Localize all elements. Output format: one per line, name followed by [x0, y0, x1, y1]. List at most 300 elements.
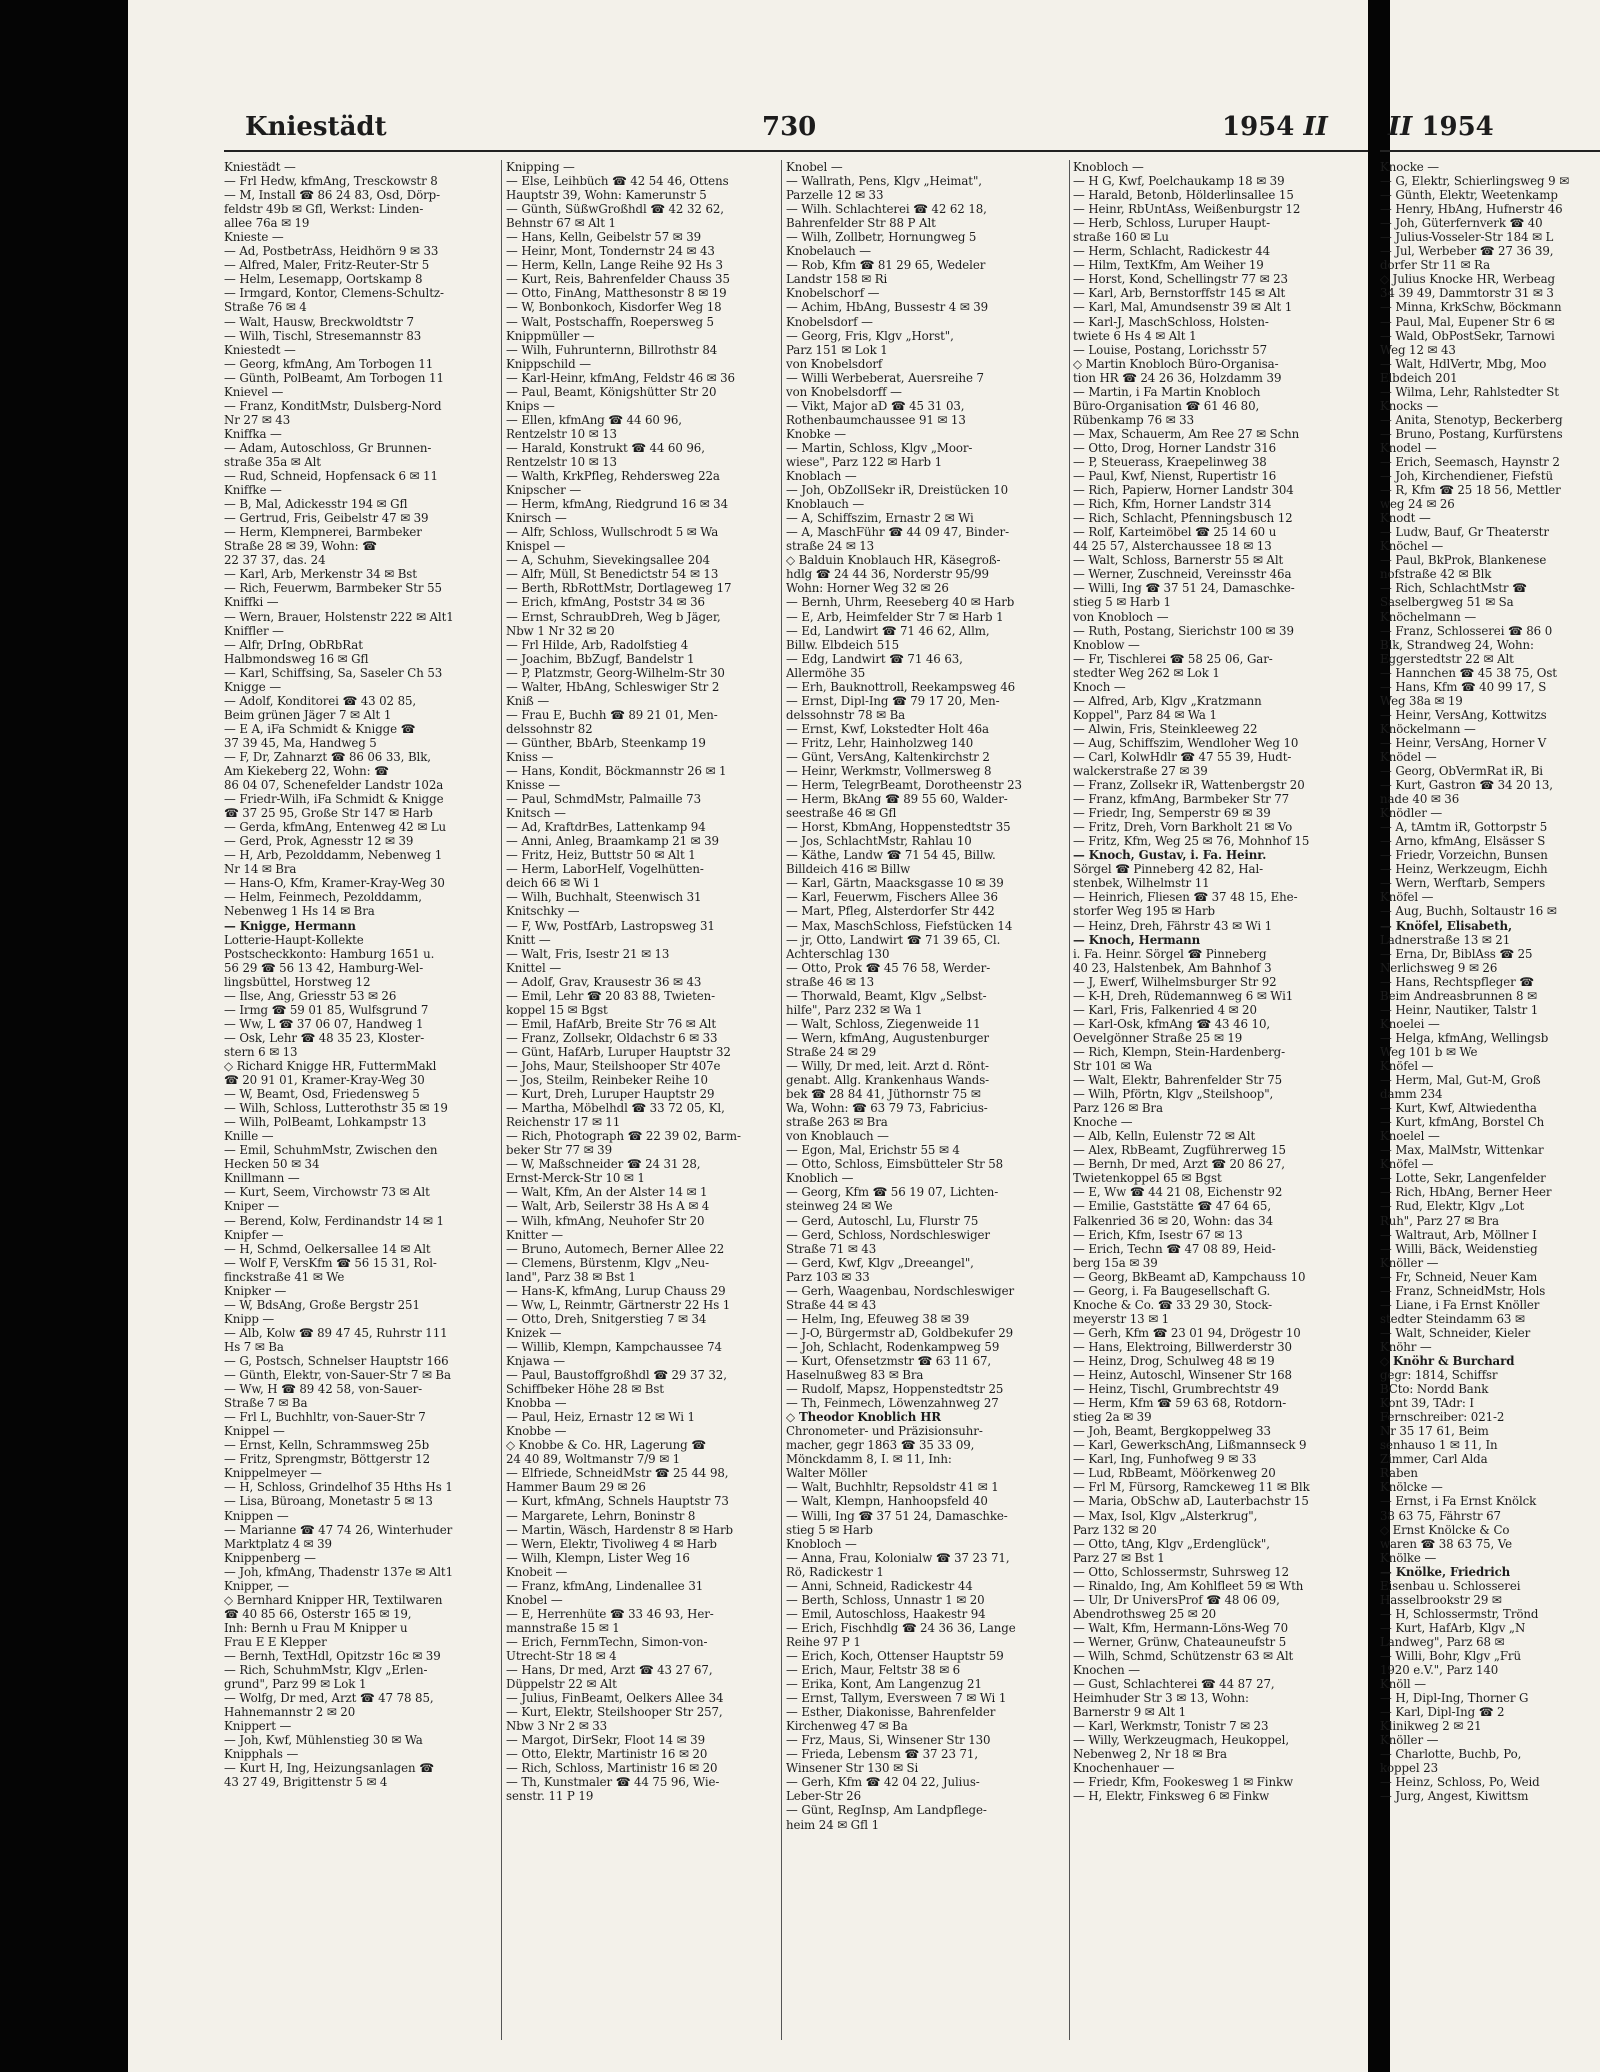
directory-line: Zimmer, Carl Alda: [1380, 1452, 1488, 1467]
directory-line: — Karl, Feuerwm, Fischers Allee 36: [786, 890, 998, 905]
directory-line: — Ellen, kfmAng ☎ 44 60 96,: [506, 412, 682, 427]
directory-line: — Lotte, Sekr, Langenfelder: [1380, 1171, 1546, 1186]
directory-line: Kniper —: [224, 1199, 280, 1214]
directory-line: — Fr, Schneid, Neuer Kam: [1380, 1269, 1538, 1284]
directory-line: — Kurt H, Ing, Heizungsanlagen ☎: [224, 1761, 434, 1776]
directory-line: — R, Kfm ☎ 25 18 56, Mettler: [1380, 483, 1561, 498]
directory-line: — Hans, Kondit, Böckmannstr 26 ✉ 1: [506, 764, 727, 779]
directory-line: — Walt, Elektr, Bahrenfelder Str 75: [1073, 1073, 1283, 1088]
directory-line: — Heinr, VersAng, Horner V: [1380, 735, 1547, 750]
directory-line: — Karl, Fris, Falkenried 4 ✉ 20: [1073, 1002, 1257, 1017]
directory-line: — Hans-O, Kfm, Kramer-Kray-Weg 30: [224, 876, 445, 891]
directory-line: Knobke —: [786, 426, 846, 441]
directory-line: Kniffke —: [224, 483, 282, 498]
directory-line: — Alfred, Maler, Fritz-Reuter-Str 5: [224, 258, 430, 273]
directory-line: — G, Elektr, Schierlingsweg 9 ✉: [1380, 174, 1569, 189]
directory-line: — Anita, Stenotyp, Beckerberg: [1380, 412, 1563, 427]
directory-line: straße 160 ✉ Lu: [1073, 230, 1169, 245]
directory-line: — Berend, Kolw, Ferdinandstr 14 ✉ 1: [224, 1213, 444, 1228]
directory-line: — Walt, Fris, Isestr 21 ✉ 13: [506, 946, 670, 961]
directory-line: — Ernst, i Fa Ernst Knölck: [1380, 1494, 1537, 1509]
directory-line: Kont 39, TAdr: I: [1380, 1396, 1474, 1411]
directory-line: 37 39 45, Ma, Handweg 5: [224, 735, 377, 750]
directory-line: Knitsch —: [506, 806, 566, 821]
directory-line: — Wilh, Schloss, Lutterothstr 35 ✉ 19: [224, 1101, 448, 1116]
directory-line: Knoche & Co. ☎ 33 29 30, Stock-: [1073, 1297, 1272, 1312]
directory-line: — Aug, Schiffszim, Wendloher Weg 10: [1073, 735, 1299, 750]
directory-line: — Franz, Zollsekr, Oldachstr 6 ✉ 33: [506, 1030, 718, 1045]
directory-line: — Erich, Maur, Feltstr 38 ✉ 6: [786, 1663, 961, 1678]
directory-line: — Jul, Werbeber ☎ 27 36 39,: [1380, 244, 1554, 259]
directory-line: lingsbüttel, Horstweg 12: [224, 974, 371, 989]
directory-line: — Julius-Vosseler-Str 184 ✉ L: [1380, 230, 1554, 245]
directory-line: Knoblach —: [786, 469, 857, 484]
directory-line: allee 76a ✉ 19: [224, 216, 310, 231]
directory-line: — Erich, Kfm, Isestr 67 ✉ 13: [1073, 1227, 1243, 1242]
directory-line: — Ilse, Ang, Griesstr 53 ✉ 26: [224, 988, 397, 1003]
directory-line: Lotterie-Haupt-Kollekte: [224, 932, 364, 947]
directory-line: — Karl, Ing, Funhofweg 9 ✉ 33: [1073, 1452, 1257, 1467]
directory-line: Frau E E Klepper: [224, 1634, 327, 1649]
directory-line: Knödler —: [1380, 806, 1443, 821]
directory-line: Barnerstr 9 ✉ Alt 1: [1073, 1705, 1187, 1720]
directory-line: — Heinz, Drog, Schulweg 48 ✉ 19: [1073, 1353, 1275, 1368]
directory-line: Parz 103 ✉ 33: [786, 1269, 870, 1284]
directory-line: — Hannchen ☎ 45 38 75, Ost: [1380, 665, 1557, 680]
directory-line: — Karl, Mal, Amundsenstr 39 ✉ Alt 1: [1073, 300, 1293, 315]
directory-line: — Jurg, Angest, Kiwittsm: [1380, 1789, 1529, 1804]
directory-line: — Frl L, Buchhltr, von-Sauer-Str 7: [224, 1410, 426, 1425]
directory-line: — Otto, FinAng, Matthesonstr 8 ✉ 19: [506, 286, 727, 301]
directory-line: — Walt, Postschaffn, Roepersweg 5: [506, 314, 714, 329]
directory-line: Knoelel —: [1380, 1129, 1440, 1144]
directory-line: beker Str 77 ✉ 39: [506, 1143, 612, 1158]
directory-line: — Anna, Frau, Kolonialw ☎ 37 23 71,: [786, 1550, 1010, 1565]
directory-line: Abendrothsweg 25 ✉ 20: [1073, 1606, 1217, 1621]
directory-line: — Berth, Schloss, Unnastr 1 ✉ 20: [786, 1592, 985, 1607]
directory-line: Reihe 97 P 1: [786, 1634, 861, 1649]
directory-line: — Wilh, kfmAng, Neuhofer Str 20: [506, 1213, 705, 1228]
directory-line: — H, Schloss, Grindelhof 35 Hths Hs 1: [224, 1480, 453, 1495]
directory-line: — Frl Hilde, Arb, Radolfstieg 4: [506, 637, 689, 652]
directory-line: — Th, Feinmech, Löwenzahnweg 27: [786, 1396, 999, 1411]
directory-line: nade 40 ✉ 36: [1380, 792, 1460, 807]
directory-line: Chronometer- und Präzisionsuhr-: [786, 1424, 983, 1439]
directory-line: — Alb, Kelln, Eulenstr 72 ✉ Alt: [1073, 1129, 1256, 1144]
directory-line: — Walt, Hausw, Breckwoldtstr 7: [224, 314, 414, 329]
directory-line: ☎ 20 91 01, Kramer-Kray-Weg 30: [224, 1073, 425, 1088]
directory-line: — Fritz, Sprengmstr, Böttgerstr 12: [224, 1452, 431, 1467]
directory-line: — Rich, Klempn, Stein-Hardenberg-: [1073, 1044, 1285, 1059]
directory-line: BCto: Nordd Bank: [1380, 1382, 1489, 1397]
directory-line: — Karl, Gärtn, Maacksgasse 10 ✉ 39: [786, 876, 1004, 891]
directory-line: — Hans, Dr med, Arzt ☎ 43 27 67,: [506, 1663, 713, 1678]
directory-line: — Otto, Elektr, Martinistr 16 ✉ 20: [506, 1747, 708, 1762]
directory-line: 56 29 ☎ 56 13 42, Hamburg-Wel-: [224, 960, 424, 975]
directory-line: — Hans, Rechtspfleger ☎: [1380, 974, 1534, 989]
directory-line: ◇ Knobbe & Co. HR, Lagerung ☎: [506, 1438, 706, 1453]
directory-line: — Gertrud, Fris, Geibelstr 47 ✉ 39: [224, 511, 429, 526]
directory-line: stieg 5 ✉ Harb 1: [1073, 595, 1171, 610]
directory-line: Rö, Radickestr 1: [786, 1564, 884, 1579]
directory-line: 24 40 89, Woltmanstr 7/9 ✉ 1: [506, 1452, 681, 1467]
directory-line: Kniestädt —: [224, 160, 296, 174]
directory-line: — Joh, Güterfernverk ☎ 40: [1380, 216, 1543, 231]
directory-line: — Georg, Kfm ☎ 56 19 07, Lichten-: [786, 1185, 999, 1200]
directory-line: — Carl, KolwHdlr ☎ 47 55 39, Hudt-: [1073, 749, 1292, 764]
directory-line: — Thorwald, Beamt, Klgv „Selbst-: [786, 988, 987, 1003]
directory-line: Knille —: [224, 1129, 274, 1144]
directory-line: Knipscher —: [506, 483, 582, 498]
directory-line: — E, Arb, Heimfelder Str 7 ✉ Harb 1: [786, 609, 1004, 624]
directory-line: Knipphals —: [224, 1747, 299, 1762]
directory-line: von Knobelsdorf: [786, 356, 883, 371]
directory-line: — Johs, Maur, Steilshooper Str 407e: [506, 1059, 721, 1073]
directory-line: — Franz, Schlosserei ☎ 86 0: [1380, 623, 1553, 638]
directory-line: — Elfriede, SchneidMstr ☎ 25 44 98,: [506, 1466, 729, 1481]
directory-line: — Rich, Feuerwm, Barmbeker Str 55: [224, 581, 442, 596]
directory-line: — Joh, Schlacht, Rodenkampweg 59: [786, 1339, 1000, 1354]
directory-line: — F, Dr, Zahnarzt ☎ 86 06 33, Blk,: [224, 749, 431, 764]
directory-line: Nbw 3 Nr 2 ✉ 33: [506, 1719, 608, 1734]
directory-line: — Wilh, Tischl, Stresemannstr 83: [224, 328, 422, 343]
directory-line: — Anni, Schneid, Radickestr 44: [786, 1578, 973, 1593]
directory-line: — Adam, Autoschloss, Gr Brunnen-: [224, 440, 432, 455]
directory-line: ◇ Theodor Knoblich HR: [786, 1410, 941, 1425]
directory-line: 43 27 49, Brigittenstr 5 ✉ 4: [224, 1775, 388, 1790]
directory-line: — Gust, Schlachterei ☎ 44 87 27,: [1073, 1677, 1275, 1692]
directory-line: — Walt, Kfm, Hermann-Löns-Weg 70: [1073, 1620, 1289, 1635]
directory-line: Knippschild —: [506, 356, 591, 371]
directory-line: — Walth, KrkPfleg, Rehdersweg 22a: [506, 469, 720, 484]
directory-line: Straße 7 ✉ Ba: [224, 1396, 308, 1411]
directory-line: mannstraße 15 ✉ 1: [506, 1620, 620, 1635]
directory-line: Parz 151 ✉ Lok 1: [786, 342, 888, 357]
directory-line: — Louise, Postang, Lorichsstr 57: [1073, 342, 1268, 357]
directory-line: Eggerstedtstr 22 ✉ Alt: [1380, 651, 1514, 666]
directory-line: — Bernh, TextHdl, Opitzstr 16c ✉ 39: [224, 1648, 441, 1663]
directory-line: ◇ Balduin Knoblauch HR, Käsegroß-: [786, 553, 1001, 568]
directory-line: Knöchelmann —: [1380, 609, 1477, 624]
directory-line: — Emil, SchuhmMstr, Zwischen den: [224, 1143, 438, 1158]
directory-line: — Ernst, Kwf, Lokstedter Holt 46a: [786, 721, 989, 736]
header-rule-right: [1380, 150, 1600, 152]
directory-line: — J-O, Bürgermstr aD, Goldbekufer 29: [786, 1325, 1014, 1340]
directory-line: Düppelstr 22 ✉ Alt: [506, 1677, 617, 1692]
directory-line: — Gerd, Autoschl, Lu, Flurstr 75: [786, 1213, 979, 1228]
directory-line: — Frieda, Lebensm ☎ 37 23 71,: [786, 1747, 978, 1762]
directory-line: — Georg, ObVermRat iR, Bi: [1380, 764, 1543, 779]
directory-line: straße 263 ✉ Bra: [786, 1115, 888, 1130]
directory-line: ☎ 37 25 95, Große Str 147 ✉ Harb: [224, 806, 433, 821]
column-divider: [501, 160, 502, 2040]
directory-line: Twietenkoppel 65 ✉ Bgst: [1073, 1171, 1222, 1186]
directory-line: Beim Andreasbrunnen 8 ✉: [1380, 988, 1537, 1003]
directory-line: — Max, Schauerm, Am Ree 27 ✉ Schn: [1073, 426, 1300, 441]
directory-line: — Otto, Schlossermstr, Suhrsweg 12: [1073, 1564, 1289, 1579]
directory-line: Knölke —: [1380, 1550, 1437, 1565]
directory-line: — Joh, Kwf, Mühlenstieg 30 ✉ Wa: [224, 1733, 423, 1748]
directory-line: Knoblow —: [1073, 637, 1140, 652]
directory-line: — Th, Kunstmaler ☎ 44 75 96, Wie-: [506, 1775, 720, 1790]
directory-line: — Karl, Werkmstr, Tonistr 7 ✉ 23: [1073, 1719, 1269, 1734]
directory-line: — Knölke, Friedrich: [1380, 1564, 1511, 1579]
directory-line: — Wilh, Buchhalt, Steenwisch 31: [506, 890, 702, 905]
directory-line: Knöller —: [1380, 1733, 1439, 1748]
directory-line: Reichenstr 17 ✉ 11: [506, 1115, 621, 1130]
directory-line: ◇ Martin Knobloch Büro-Organisa-: [1073, 356, 1279, 371]
directory-line: stedter Weg 262 ✉ Lok 1: [1073, 665, 1220, 680]
directory-line: — Alfred, Arb, Klgv „Kratzmann: [1073, 693, 1262, 708]
directory-line: Knöchel —: [1380, 539, 1444, 554]
directory-line: — Heinr, Mont, Tondernstr 24 ✉ 43: [506, 244, 715, 259]
directory-line: Straße 71 ✉ 43: [786, 1241, 877, 1256]
directory-line: senhauso 1 ✉ 11, In: [1380, 1438, 1498, 1453]
directory-line: Rübenkamp 76 ✉ 33: [1073, 412, 1194, 427]
directory-line: — Frau E, Buchh ☎ 89 21 01, Men-: [506, 707, 718, 722]
directory-line: — H G, Kwf, Poelchaukamp 18 ✉ 39: [1073, 174, 1285, 189]
directory-line: — Fr, Tischlerei ☎ 58 25 06, Gar-: [1073, 651, 1273, 666]
directory-line: von Knobloch —: [1073, 609, 1169, 624]
directory-line: — Heinr, RbUntAss, Weißenburgstr 12: [1073, 202, 1301, 217]
directory-line: — Günt, RegInsp, Am Landpflege-: [786, 1803, 987, 1818]
directory-line: — Otto, Prok ☎ 45 76 58, Werder-: [786, 960, 991, 975]
directory-line: Rentzelstr 10 ✉ 13: [506, 426, 617, 441]
directory-line: — Willi, Ing ☎ 37 51 24, Damaschke-: [1073, 581, 1295, 596]
directory-line: Behnstr 67 ✉ Alt 1: [506, 216, 616, 231]
directory-line: — Ulr, Dr UniversProf ☎ 48 06 09,: [1073, 1592, 1280, 1607]
directory-line: — Minna, KrkSchw, Böckmann: [1380, 300, 1562, 315]
directory-line: — Emil, Autoschloss, Haakestr 94: [786, 1606, 986, 1621]
directory-line: — H, Dipl-Ing, Thorner G: [1380, 1691, 1529, 1706]
running-head-name: Kniestädt: [245, 112, 387, 142]
directory-line: — Kurt, Dreh, Luruper Hauptstr 29: [506, 1087, 715, 1102]
directory-line: Kniß —: [506, 693, 550, 708]
directory-line: — jr, Otto, Landwirt ☎ 71 39 65, Cl.: [786, 932, 1001, 947]
directory-line: berg 15a ✉ 39: [1073, 1255, 1158, 1270]
directory-line: — Franz, KonditMstr, Dulsberg-Nord: [224, 398, 442, 413]
directory-line: Kniss —: [506, 749, 554, 764]
directory-line: — Margot, DirSekr, Floot 14 ✉ 39: [506, 1733, 705, 1748]
directory-line: — Willi, Bohr, Klgv „Frü: [1380, 1648, 1521, 1663]
directory-line: — Julius, FinBeamt, Oelkers Allee 34: [506, 1691, 724, 1706]
directory-line: Nr 35 17 61, Beim: [1380, 1424, 1489, 1439]
directory-line: — A, Schiffszim, Ernastr 2 ✉ Wi: [786, 511, 974, 526]
directory-line: — W, Maßschneider ☎ 24 31 28,: [506, 1157, 701, 1172]
directory-line: Knipker —: [224, 1283, 287, 1298]
directory-line: — Wolf F, VersKfm ☎ 56 15 31, Rol-: [224, 1255, 437, 1270]
directory-line: — Frl Hedw, kfmAng, Tresckowstr 8: [224, 174, 438, 189]
directory-line: Weg 12 ✉ 43: [1380, 342, 1456, 357]
directory-line: — W, Bonbonkoch, Kisdorfer Weg 18: [506, 300, 722, 315]
directory-line: — Georg, Fris, Klgv „Horst",: [786, 328, 954, 343]
directory-column-1: [224, 160, 496, 1789]
directory-line: von Knoblauch —: [786, 1129, 889, 1144]
directory-line: Elbdeich 201: [1380, 370, 1458, 385]
directory-line: Knittel —: [506, 960, 562, 975]
directory-line: Knievel —: [224, 384, 284, 399]
directory-line: — Wolfg, Dr med, Arzt ☎ 47 78 85,: [224, 1691, 434, 1706]
directory-line: — P, Platzmstr, Georg-Wilhelm-Str 30: [506, 665, 725, 680]
directory-line: — Friedr, Ing, Semperstr 69 ✉ 39: [1073, 806, 1271, 821]
directory-line: Knoch —: [1073, 679, 1126, 694]
directory-line: Straße 76 ✉ 4: [224, 300, 307, 315]
directory-line: Knoche —: [1073, 1115, 1133, 1130]
directory-line: — Wern, Elektr, Tivoliweg 4 ✉ Harb: [506, 1536, 717, 1551]
directory-line: Knobba —: [506, 1396, 567, 1411]
directory-line: — Heinz, Schloss, Po, Weid: [1380, 1775, 1540, 1790]
directory-line: — F, Ww, PostfArb, Lastropsweg 31: [506, 918, 715, 933]
directory-line: — Joh, ObZollSekr iR, Dreistücken 10: [786, 483, 1009, 498]
directory-line: Hasselbrookstr 29 ✉: [1380, 1592, 1502, 1607]
directory-line: — Franz, kfmAng, Barmbeker Str 77: [1073, 792, 1290, 807]
directory-line: stedter Steindamm 63 ✉: [1380, 1311, 1525, 1326]
directory-line: Knipper, —: [224, 1578, 289, 1593]
directory-line: Knips —: [506, 398, 555, 413]
directory-line: Knöhr —: [1380, 1339, 1432, 1354]
directory-line: Winsener Str 130 ✉ Si: [786, 1761, 919, 1776]
directory-line: ☎ 40 85 66, Osterstr 165 ✉ 19,: [224, 1606, 412, 1621]
directory-line: — Käthe, Landw ☎ 71 54 45, Billw.: [786, 848, 996, 863]
directory-line: Knispel —: [506, 539, 566, 554]
directory-line: — Ww, L ☎ 37 06 07, Handweg 1: [224, 1016, 424, 1031]
column-divider: [781, 160, 782, 2040]
directory-line: seestraße 46 ✉ Gfl: [786, 806, 897, 821]
directory-line: Knobloch —: [786, 1536, 857, 1551]
directory-line: Straße 28 ✉ 39, Wohn: ☎: [224, 539, 377, 554]
directory-line: — Günth, Elektr, von-Sauer-Str 7 ✉ Ba: [224, 1368, 451, 1383]
directory-line: 86 04 07, Schenefelder Landstr 102a: [224, 778, 444, 793]
directory-line: — Irmg ☎ 59 01 85, Wulfsgrund 7: [224, 1002, 429, 1017]
directory-line: koppel 15 ✉ Bgst: [506, 1002, 608, 1017]
directory-line: — K-H, Dreh, Rüdemannweg 6 ✉ Wi1: [1073, 988, 1294, 1003]
directory-line: ◇ Julius Knocke HR, Werbeag: [1380, 272, 1555, 287]
directory-line: Eisenbau u. Schlosserei: [1380, 1578, 1521, 1593]
directory-line: Knippelmeyer —: [224, 1466, 322, 1481]
directory-line: ◇ Knöhr & Burchard: [1380, 1353, 1515, 1368]
directory-line: Parz 27 ✉ Bst 1: [1073, 1550, 1165, 1565]
directory-line: Knirsch —: [506, 511, 567, 526]
directory-line: — Ad, KraftdrBes, Lattenkamp 94: [506, 820, 706, 835]
directory-line: — Lisa, Büroang, Monetastr 5 ✉ 13: [224, 1494, 433, 1509]
directory-line: stern 6 ✉ 13: [224, 1044, 298, 1059]
directory-line: — Walt, Schloss, Barnerstr 55 ✉ Alt: [1073, 553, 1284, 568]
directory-line: Ernst-Merck-Str 10 ✉ 1: [506, 1171, 645, 1186]
directory-line: delssohnstr 82: [506, 721, 593, 736]
directory-line: Raben: [1380, 1466, 1418, 1481]
directory-line: — Willi, Ing ☎ 37 51 24, Damaschke-: [786, 1508, 1008, 1523]
directory-line: 1920 e.V.", Parz 140: [1380, 1663, 1499, 1678]
directory-line: Knodel —: [1380, 440, 1437, 455]
directory-line: — Wern, Brauer, Holstenstr 222 ✉ Alt1: [224, 609, 454, 624]
directory-line: — A, Schuhm, Sievekingsallee 204: [506, 553, 710, 568]
directory-line: — Ernst, Kelln, Schrammsweg 25b: [224, 1438, 430, 1453]
directory-line: — Günther, BbArb, Steenkamp 19: [506, 735, 706, 750]
directory-line: — Karl, GewerkschAng, Lißmannseck 9: [1073, 1438, 1307, 1453]
directory-line: — Erich, kfmAng, Poststr 34 ✉ 36: [506, 595, 705, 610]
directory-column-2: [506, 160, 776, 1803]
directory-line: von Knobelsdorff —: [786, 384, 902, 399]
directory-line: — Günth, Elektr, Weetenkamp: [1380, 188, 1558, 203]
directory-line: — Charlotte, Buchb, Po,: [1380, 1747, 1522, 1762]
directory-line: Knizek —: [506, 1325, 562, 1340]
directory-line: meyerstr 13 ✉ 1: [1073, 1311, 1170, 1326]
directory-line: Saselbergweg 51 ✉ Sa: [1380, 595, 1514, 610]
directory-line: — Heinz, Werkzeugm, Eichh: [1380, 862, 1548, 877]
directory-line: — Ludw, Bauf, Gr Theaterstr: [1380, 525, 1549, 540]
directory-line: — Kurt, Gastron ☎ 34 20 13,: [1380, 778, 1553, 793]
directory-line: — Karl, Dipl-Ing ☎ 2: [1380, 1705, 1505, 1720]
directory-line: ◇ Bernhard Knipper HR, Textilwaren: [224, 1592, 443, 1607]
directory-line: — Günth, SüßwGroßhdl ☎ 42 32 62,: [506, 202, 724, 217]
directory-line: — Gerd, Kwf, Klgv „Dreeangel",: [786, 1255, 974, 1270]
directory-line: — Wilh, Zollbetr, Hornungweg 5: [786, 230, 977, 245]
directory-line: — Walter, HbAng, Schleswiger Str 2: [506, 679, 720, 694]
directory-line: Knitt —: [506, 932, 551, 947]
directory-line: — Karl-Heinr, kfmAng, Feldstr 46 ✉ 36: [506, 370, 735, 385]
directory-line: — Walt, Schloss, Ziegenweide 11: [786, 1016, 981, 1031]
directory-line: — Heinrich, Fliesen ☎ 37 48 15, Ehe-: [1073, 890, 1298, 905]
directory-line: — Kurt, Reis, Bahrenfelder Chauss 35: [506, 272, 730, 287]
directory-line: — Gerd, Prok, Agnesstr 12 ✉ 39: [224, 834, 414, 849]
directory-line: — Harald, Konstrukt ☎ 44 60 96,: [506, 440, 705, 455]
directory-line: genabt. Allg. Krankenhaus Wands-: [786, 1073, 990, 1088]
directory-line: Knieste —: [224, 230, 284, 245]
directory-line: — Ruth, Postang, Sierichstr 100 ✉ 39: [1073, 623, 1294, 638]
directory-line: Knoblich —: [786, 1171, 854, 1186]
directory-line: Parz 132 ✉ 20: [1073, 1522, 1157, 1537]
directory-line: — Otto, tAng, Klgv „Erdenglück",: [1073, 1536, 1270, 1551]
directory-line: — Erich, Fischhdlg ☎ 24 36 36, Lange: [786, 1620, 1016, 1635]
directory-line: Knöll —: [1380, 1677, 1426, 1692]
directory-line: — Bernh, Uhrm, Reeseberg 40 ✉ Harb: [786, 595, 1015, 610]
directory-line: Am Kiekeberg 22, Wohn: ☎: [224, 764, 389, 779]
directory-line: — Helga, kfmAng, Wellingsb: [1380, 1030, 1549, 1045]
directory-line: walckerstraße 27 ✉ 39: [1073, 764, 1208, 779]
directory-line: — Franz, kfmAng, Lindenallee 31: [506, 1578, 704, 1593]
directory-line: Halbmondsweg 16 ✉ Gfl: [224, 651, 369, 666]
directory-line: Knoelei —: [1380, 1016, 1440, 1031]
directory-line: 38 63 75, Fährstr 67: [1380, 1508, 1501, 1523]
directory-line: — Gerh, Kfm ☎ 23 01 94, Drögestr 10: [1073, 1325, 1301, 1340]
directory-line: straße 46 ✉ 13: [786, 974, 875, 989]
directory-line: stieg 5 ✉ Harb: [786, 1522, 873, 1537]
directory-line: Knochenhauer —: [1073, 1761, 1175, 1776]
directory-line: Hecken 50 ✉ 34: [224, 1157, 320, 1172]
directory-line: straße 24 ✉ 13: [786, 539, 875, 554]
directory-line: Kirchenweg 47 ✉ Ba: [786, 1719, 908, 1734]
directory-line: — Max, MaschSchloss, Fiefstücken 14: [786, 918, 1013, 933]
directory-line: deich 66 ✉ Wi 1: [506, 876, 601, 891]
directory-line: — Erich, Seemasch, Haynstr 2: [1380, 454, 1560, 469]
directory-line: — Marianne ☎ 47 74 26, Winterhuder: [224, 1522, 453, 1537]
directory-line: — Kurt, Kwf, Altwiedentha: [1380, 1101, 1537, 1116]
directory-line: 34 39 49, Dammtorstr 31 ✉ 3: [1380, 286, 1554, 301]
directory-line: — E, Ww ☎ 44 21 08, Eichenstr 92: [1073, 1185, 1283, 1200]
directory-line: Knöfel —: [1380, 890, 1434, 905]
directory-line: — Erich, Techn ☎ 47 08 89, Heid-: [1073, 1241, 1276, 1256]
directory-line: Marktplatz 4 ✉ 39: [224, 1536, 332, 1551]
directory-line: Klinikweg 2 ✉ 21: [1380, 1719, 1482, 1734]
directory-line: — J, Ewerf, Wilhelmsburger Str 92: [1073, 974, 1277, 989]
directory-line: — Joh, Kirchendiener, Fiefstü: [1380, 469, 1554, 484]
directory-line: Landstr 158 ✉ Ri: [786, 272, 888, 287]
left-binding-shadow: [0, 0, 128, 2072]
directory-line: — Harald, Betonb, Hölderlinsallee 15: [1073, 188, 1294, 203]
directory-line: Walter Möller: [786, 1466, 868, 1481]
directory-line: Knippel —: [224, 1424, 285, 1439]
directory-line: — Werner, Zuschneid, Vereinsstr 46a: [1073, 567, 1292, 582]
